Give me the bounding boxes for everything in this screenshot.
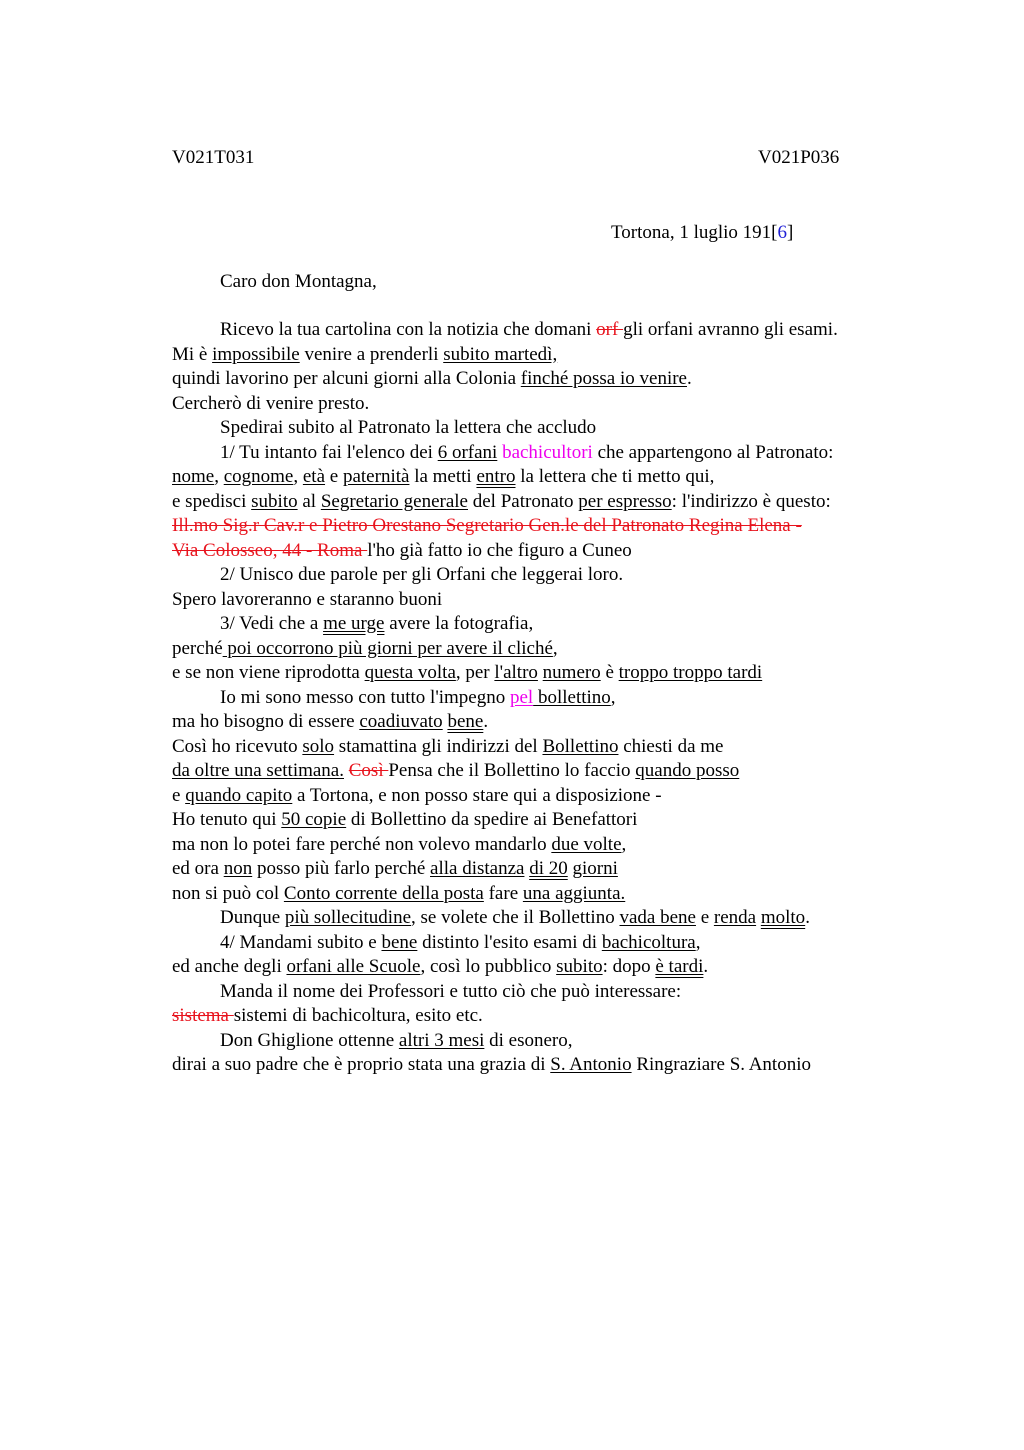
text-segment: è	[600, 662, 619, 683]
text-segment: di Bollettino da spedire ai Benefattori	[346, 809, 638, 830]
place-date-close: ]	[786, 222, 794, 243]
letter-line	[172, 931, 912, 956]
letter-line	[172, 392, 912, 417]
underlined-text: coadiuvato	[359, 711, 443, 732]
text-segment: Don Ghiglione ottenne	[220, 1029, 399, 1051]
text-segment: l'ho già fatto io che figuro a Cuneo	[367, 539, 632, 561]
underlined-text: numero	[542, 662, 601, 683]
text-segment: stamattina gli indirizzi del	[334, 735, 543, 757]
text-segment: e	[172, 784, 186, 806]
underlined-text: questa volta	[364, 662, 456, 683]
text-segment: e	[695, 907, 714, 928]
letter-line	[172, 980, 912, 1005]
underlined-text: renda	[713, 907, 757, 928]
text-segment: , così lo pubblico	[420, 956, 557, 977]
text-segment: ed ora	[172, 858, 224, 879]
underlined-text: solo	[302, 735, 335, 757]
letter-line	[172, 808, 912, 833]
text-segment: gli orfani avranno gli esami.	[623, 319, 838, 340]
text-segment: che appartengono al Patronato:	[592, 441, 834, 463]
underlined-text: alla distanza	[430, 858, 525, 879]
place-date	[611, 221, 793, 245]
text-segment: ,	[621, 833, 627, 855]
double-underlined-text: di 20	[529, 858, 568, 879]
underlined-text: subito	[251, 490, 298, 512]
document-code-right: V021P036	[758, 147, 840, 168]
letter-body	[172, 318, 912, 1078]
text-segment: , se volete che il Bollettino	[411, 907, 620, 928]
text-segment: Così ho ricevuto	[172, 735, 303, 757]
text-segment: avere la fotografia,	[384, 613, 534, 634]
underlined-text: più sollecitudine	[284, 907, 412, 928]
underlined-text: finché possa io venire	[520, 368, 687, 389]
year-digit: 6	[777, 222, 787, 243]
letter-line	[172, 1004, 912, 1029]
text-segment: .	[483, 711, 489, 732]
letter-line	[172, 588, 912, 613]
letter-line	[172, 441, 912, 466]
deleted-text: Così	[348, 760, 389, 781]
underlined-text: bene	[381, 931, 418, 953]
underlined-text: orfani alle Scuole	[286, 956, 421, 977]
underlined-text: paternità	[342, 466, 410, 487]
text-segment: al	[297, 490, 321, 512]
text-segment: Dunque	[220, 907, 285, 928]
double-underlined-text: entro	[476, 466, 516, 487]
text-segment: la lettera che ti metto qui,	[515, 466, 715, 487]
letter-line	[172, 539, 912, 564]
deleted-text: orf	[596, 319, 624, 340]
underlined-text: Conto corrente della posta	[283, 882, 484, 904]
letter-line	[172, 563, 912, 588]
deleted-text: Via Colosseo, 44 - Roma	[172, 539, 368, 561]
text-segment: Mi è	[172, 343, 213, 365]
letter-line	[172, 686, 912, 711]
underlined-text: subito martedì,	[443, 343, 558, 365]
text-segment: posso più farlo perché	[252, 858, 431, 879]
text-segment: ,	[610, 686, 616, 708]
text-segment: ma non lo potei fare perché non volevo mandarlo	[172, 833, 552, 855]
text-segment: : l'indirizzo è questo:	[671, 490, 831, 512]
letter-line	[172, 416, 912, 441]
underlined-text: quando posso	[635, 760, 740, 781]
text-segment: Manda il nome dei Professori e tutto ciò che può interessare:	[220, 980, 682, 1002]
text-segment: perché	[172, 637, 223, 659]
letter-line	[172, 759, 912, 784]
text-segment: non si può col	[172, 882, 284, 904]
place-date-text: Tortona, 1 luglio 191[	[611, 222, 778, 243]
underlined-text: quando capito	[185, 784, 293, 806]
text-segment: ,	[552, 637, 558, 659]
deleted-text: sistema	[172, 1005, 234, 1026]
double-underlined-text: me urge	[323, 613, 385, 634]
document-code-left: V021T031	[172, 147, 255, 168]
letter-line	[172, 955, 912, 980]
underlined-text: impossibile	[212, 343, 300, 365]
text-segment: ed anche degli	[172, 956, 287, 977]
text-segment: e spedisci	[172, 490, 252, 512]
text-segment: fare	[483, 882, 523, 904]
letter-line	[172, 882, 912, 907]
underlined-text: 6 orfani	[437, 441, 498, 463]
letter-line	[172, 637, 912, 662]
text-segment: , per	[455, 662, 495, 683]
underlined-text: Bollettino	[542, 735, 619, 757]
salutation: Caro don Montagna,	[220, 271, 377, 292]
letter-line	[172, 833, 912, 858]
underlined-text: una aggiunta.	[522, 882, 626, 904]
text-segment: 1/ Tu intanto fai l'elenco dei	[220, 441, 438, 463]
text-segment: Cercherò di venire presto.	[172, 392, 370, 414]
text-segment: .	[703, 956, 709, 977]
text-segment: quindi lavorino per alcuni giorni alla Colonia	[172, 368, 521, 389]
letter-line	[172, 514, 912, 539]
underlined-text: giorni	[572, 858, 618, 879]
text-segment: ma ho bisogno di essere	[172, 711, 360, 732]
letter-line	[172, 857, 912, 882]
double-underlined-text: molto	[760, 907, 806, 928]
underlined-text: due volte	[551, 833, 622, 855]
text-segment: a Tortona, e non posso stare qui a disposizione -	[292, 784, 662, 806]
text-segment: Pensa che il Bollettino lo faccio	[388, 760, 636, 781]
inserted-underlined-text: pel	[510, 686, 534, 708]
text-segment: dirai a suo padre che è proprio stata una grazia di	[172, 1054, 551, 1075]
underlined-text: per espresso	[578, 490, 672, 512]
text-segment: ,	[214, 466, 224, 487]
text-segment: Ho tenuto qui	[172, 809, 282, 830]
text-segment: venire a prenderli	[299, 343, 444, 365]
underlined-text: bachicoltura	[601, 931, 696, 953]
letter-line	[172, 661, 912, 686]
underlined-text: Segretario generale	[320, 490, 468, 512]
letter-line	[172, 318, 912, 343]
text-segment: ,	[293, 466, 303, 487]
letter-line	[172, 906, 912, 931]
underlined-text: età	[302, 466, 326, 487]
letter-line	[172, 784, 912, 809]
underlined-text: poi occorrono più giorni per avere il cliché	[222, 637, 553, 659]
text-segment: ,	[695, 931, 701, 953]
letter-line	[172, 1029, 912, 1054]
text-segment: Ricevo la tua cartolina con la notizia che domani	[220, 319, 597, 340]
underlined-text: nome	[172, 466, 215, 487]
underlined-text: da oltre una settimana.	[172, 760, 344, 781]
text-segment: del Patronato	[468, 490, 579, 512]
text-segment: Spedirai subito al Patronato la lettera che accludo	[220, 417, 597, 438]
text-segment: .	[805, 907, 810, 928]
letter-line	[172, 465, 912, 490]
letter-line	[172, 343, 912, 368]
letter-line	[172, 710, 912, 735]
text-segment: : dopo	[602, 956, 656, 977]
text-segment: .	[687, 368, 692, 389]
underlined-text: altri 3 mesi	[398, 1029, 485, 1051]
text-segment: di esonero,	[484, 1029, 573, 1051]
double-underlined-text: è tardi	[655, 956, 704, 977]
text-segment: Ringraziare S. Antonio	[631, 1054, 811, 1075]
underlined-text: non	[223, 858, 253, 879]
text-segment: la metti	[409, 466, 477, 487]
letter-line	[172, 1053, 912, 1078]
letter-line	[172, 612, 912, 637]
text-segment: distinto l'esito esami di	[417, 931, 602, 953]
text-segment: 4/ Mandami subito e	[220, 931, 382, 953]
deleted-text: Ill.mo Sig.r Cav.r e Pietro Orestano Segretario Gen.le del Patronato Regina Elena -	[172, 515, 802, 536]
letter-line	[172, 367, 912, 392]
text-segment: chiesti da me	[618, 735, 724, 757]
underlined-text: subito	[556, 956, 603, 977]
text-segment: Io mi sono messo con tutto l'impegno	[220, 686, 510, 708]
text-segment: sistemi di bachicoltura, esito etc.	[233, 1005, 483, 1026]
underlined-text: cognome	[223, 466, 294, 487]
underlined-text: bollettino	[533, 686, 611, 708]
double-underlined-text: bene	[447, 711, 484, 732]
text-segment: Spero lavoreranno e staranno buoni	[172, 588, 443, 610]
underlined-text: troppo troppo tardi	[618, 662, 763, 683]
letter-line	[172, 735, 912, 760]
underlined-text: S. Antonio	[550, 1054, 632, 1075]
underlined-text: vada bene	[619, 907, 696, 928]
underlined-text: 50 copie	[281, 809, 347, 830]
underlined-text: l'altro	[494, 662, 538, 683]
text-segment: e	[325, 466, 343, 487]
letter-line	[172, 490, 912, 515]
inserted-text: bachicultori	[502, 441, 593, 463]
text-segment: 2/ Unisco due parole per gli Orfani che leggerai loro.	[220, 564, 624, 585]
text-segment: 3/ Vedi che a	[220, 613, 324, 634]
text-segment: e se non viene riprodotta	[172, 662, 365, 683]
